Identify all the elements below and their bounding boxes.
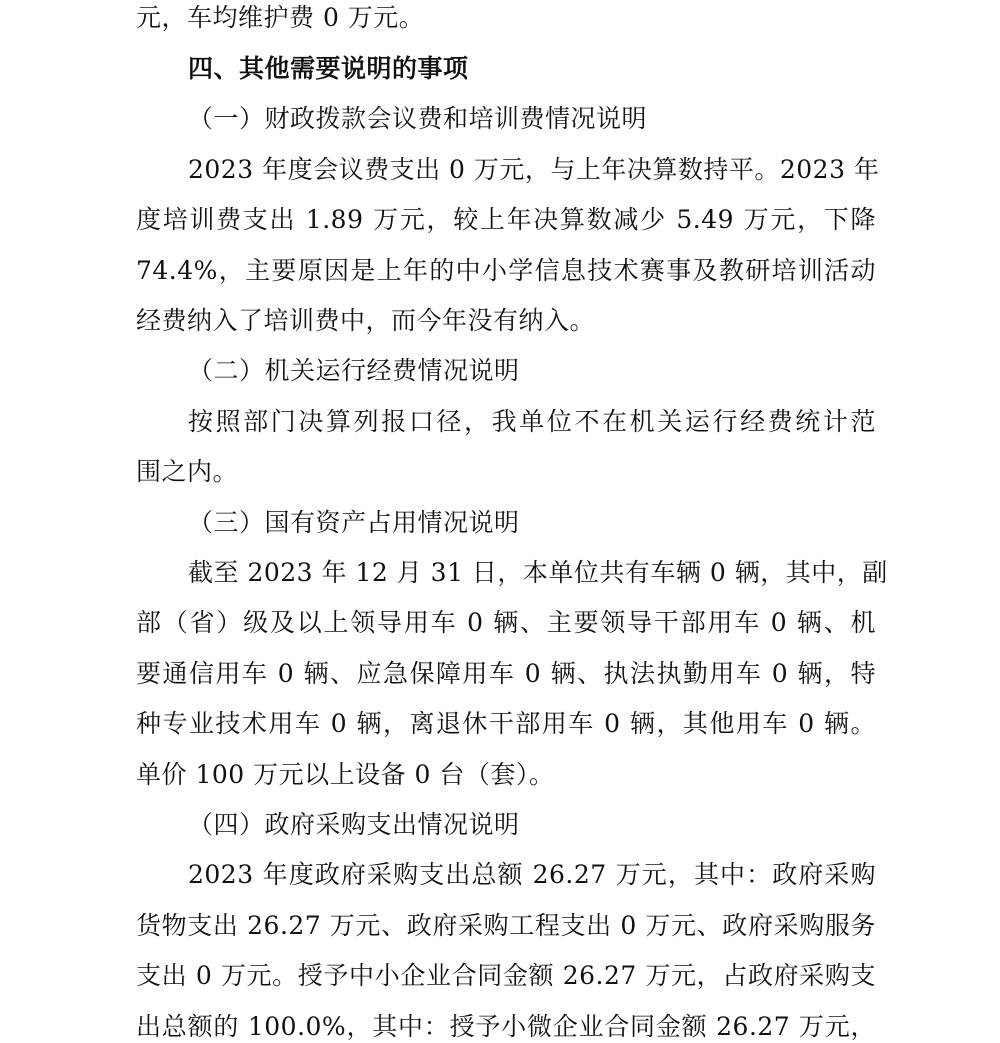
subsection-heading: （三）国有资产占用情况说明 <box>188 508 520 537</box>
paragraph-line: 货物支出 26.27 万元、政府采购工程支出 0 万元、政府采购服务 <box>136 911 876 940</box>
paragraph-line: 经费纳入了培训费中，而今年没有纳入。 <box>136 306 596 335</box>
paragraph-line: 种专业技术用车 0 辆，离退休干部用车 0 辆，其他用车 0 辆。 <box>136 709 876 738</box>
paragraph-line: 部（省）级及以上领导用车 0 辆、主要领导干部用车 0 辆、机 <box>136 608 876 637</box>
subsection-heading: （四）政府采购支出情况说明 <box>188 810 520 839</box>
paragraph-line: 围之内。 <box>136 457 239 486</box>
subsection-heading: （二）机关运行经费情况说明 <box>188 356 520 385</box>
paragraph-line: 截至 2023 年 12 月 31 日，本单位共有车辆 0 辆，其中，副 <box>188 558 888 587</box>
paragraph-line: 2023 年度政府采购支出总额 26.27 万元，其中：政府采购 <box>188 860 876 889</box>
paragraph-line: 元，车均维护费 0 万元。 <box>136 3 425 32</box>
paragraph-line: 支出 0 万元。授予中小企业合同金额 26.27 万元，占政府采购支 <box>136 961 876 990</box>
paragraph-line: 74.4%，主要原因是上年的中小学信息技术赛事及教研培训活动 <box>136 256 876 285</box>
paragraph-line: 度培训费支出 1.89 万元，较上年决算数减少 5.49 万元，下降 <box>136 205 876 234</box>
paragraph-line: 要通信用车 0 辆、应急保障用车 0 辆、执法执勤用车 0 辆，特 <box>136 659 876 688</box>
paragraph-line: 出总额的 100.0%，其中：授予小微企业合同金额 26.27 万元， <box>136 1012 876 1041</box>
paragraph-line: 单价 100 万元以上设备 0 台（套）。 <box>136 760 555 789</box>
section-heading: 四、其他需要说明的事项 <box>188 54 469 83</box>
paragraph-line: 按照部门决算列报口径，我单位不在机关运行经费统计范 <box>188 407 876 436</box>
subsection-heading: （一）财政拨款会议费和培训费情况说明 <box>188 104 648 133</box>
paragraph-line: 2023 年度会议费支出 0 万元，与上年决算数持平。2023 年 <box>188 155 880 184</box>
